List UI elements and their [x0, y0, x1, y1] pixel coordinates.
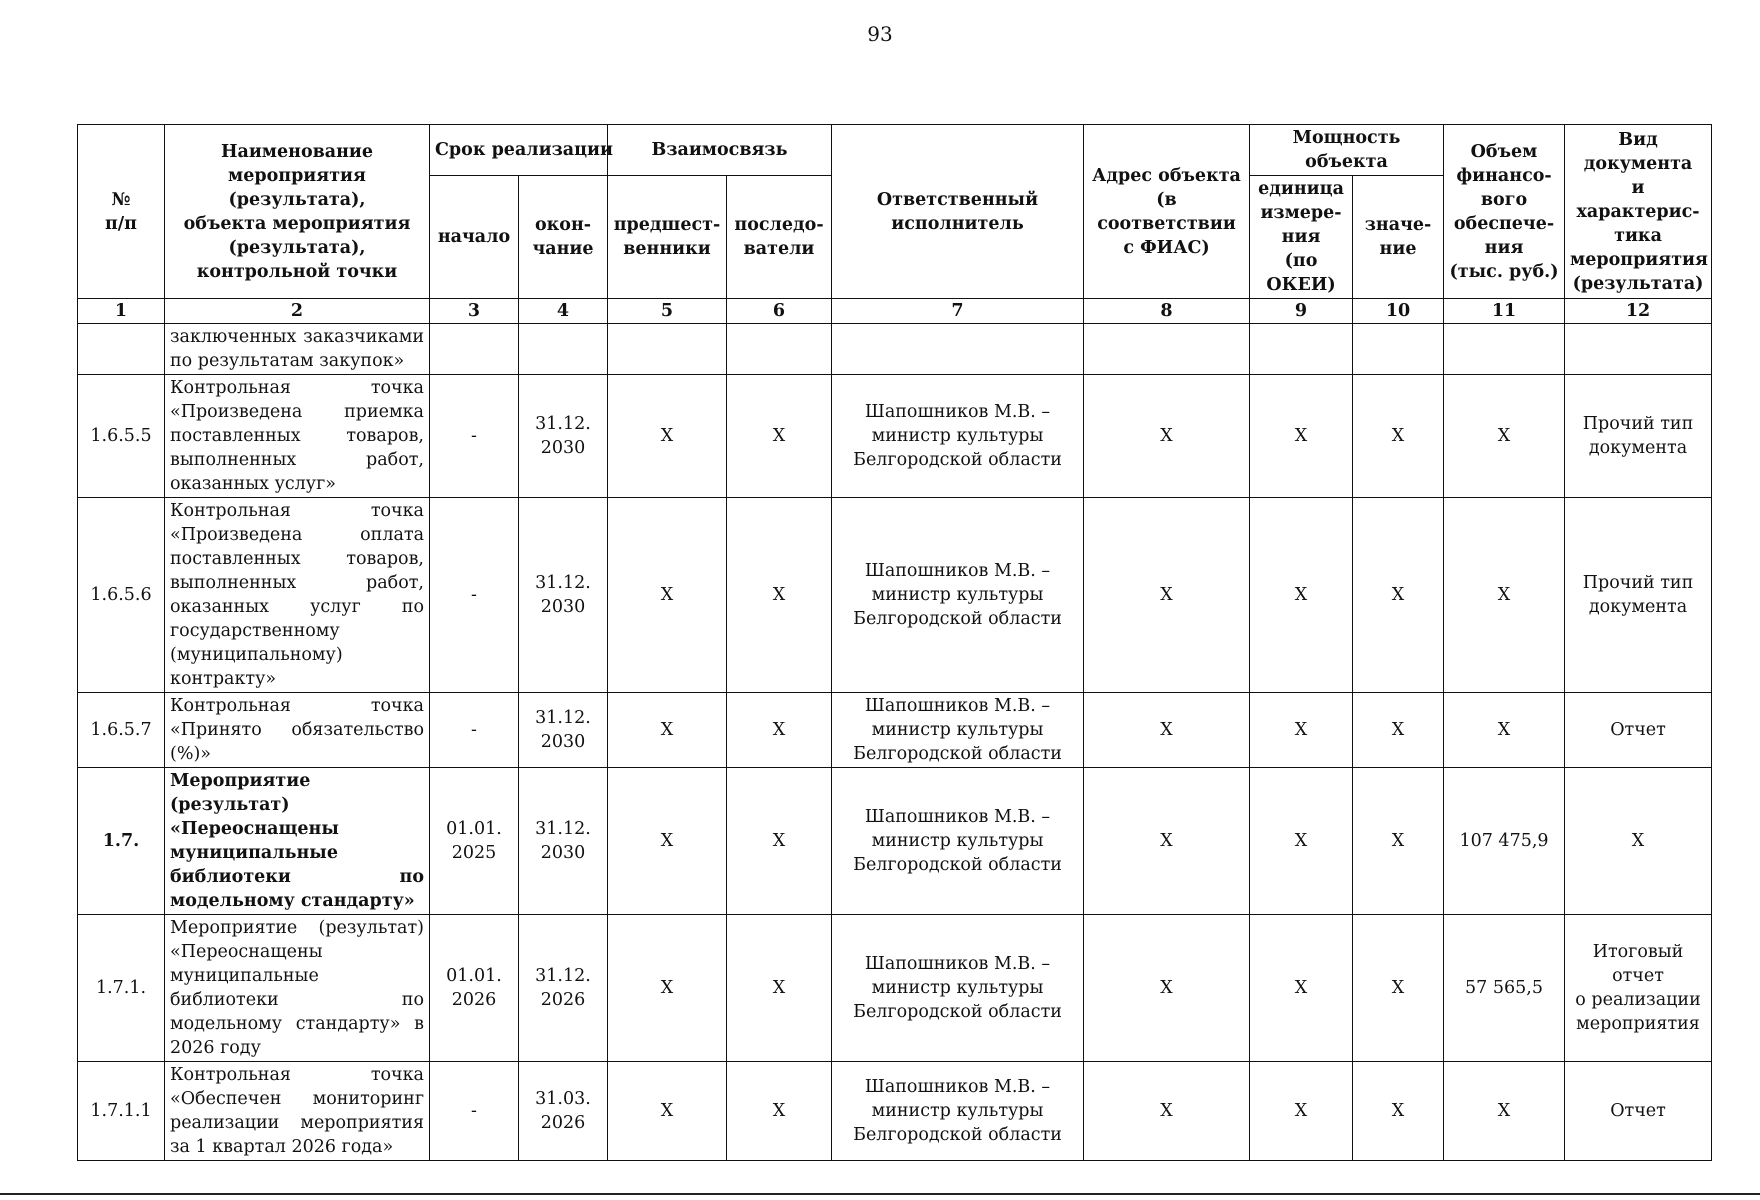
column-number: 12	[1565, 299, 1712, 324]
row-start-date: 01.01. 2026	[430, 915, 519, 1062]
row-address: X	[1084, 498, 1250, 693]
row-name: Мероприятие (результат) «Переоснащены муниципальные библиотеки по модельному стандарту» в 2026 году	[165, 915, 430, 1062]
row-successors: X	[727, 768, 832, 915]
row-end-date: 31.12. 2030	[519, 768, 608, 915]
column-number: 11	[1444, 299, 1565, 324]
row-unit: X	[1250, 915, 1353, 1062]
row-start-date	[430, 324, 519, 375]
header-term: Срок реализации	[430, 125, 608, 176]
row-number: 1.7.1.1	[78, 1062, 165, 1161]
table-row	[78, 693, 1712, 768]
row-predecessors	[608, 324, 727, 375]
column-number: 3	[430, 299, 519, 324]
header-address: Адрес объекта (в соответствии с ФИАС)	[1084, 125, 1250, 299]
row-value: X	[1353, 915, 1444, 1062]
column-number: 9	[1250, 299, 1353, 324]
row-unit	[1250, 324, 1353, 375]
row-number: 1.6.5.5	[78, 375, 165, 498]
column-number: 7	[832, 299, 1084, 324]
column-numbers-row	[78, 299, 1712, 324]
header-end: окон- чание	[519, 176, 608, 299]
row-unit: X	[1250, 375, 1353, 498]
row-successors: X	[727, 1062, 832, 1161]
row-end-date	[519, 324, 608, 375]
row-successors	[727, 324, 832, 375]
row-address: X	[1084, 375, 1250, 498]
row-responsible	[832, 324, 1084, 375]
row-end-date: 31.12. 2026	[519, 915, 608, 1062]
row-unit: X	[1250, 1062, 1353, 1161]
column-number: 10	[1353, 299, 1444, 324]
row-predecessors: X	[608, 1062, 727, 1161]
row-unit: X	[1250, 498, 1353, 693]
row-financing	[1444, 324, 1565, 375]
row-unit: X	[1250, 768, 1353, 915]
row-successors: X	[727, 915, 832, 1062]
row-financing: 57 565,5	[1444, 915, 1565, 1062]
row-end-date: 31.12. 2030	[519, 693, 608, 768]
column-number: 5	[608, 299, 727, 324]
table-row	[78, 1062, 1712, 1161]
header-name: Наименование мероприятия (результата), объекта мероприятия (результата), контрольной точки	[165, 125, 430, 299]
table-row	[78, 915, 1712, 1062]
row-start-date: -	[430, 693, 519, 768]
row-number: 1.7.	[78, 768, 165, 915]
row-value: X	[1353, 375, 1444, 498]
header-value: значе- ние	[1353, 176, 1444, 299]
row-name: Контрольная точка «Принято обязательство (%)»	[165, 693, 430, 768]
row-document-type: Прочий тип документа	[1565, 375, 1712, 498]
header-responsible: Ответственный исполнитель	[832, 125, 1084, 299]
row-financing: X	[1444, 375, 1565, 498]
header-successors: последо- ватели	[727, 176, 832, 299]
page-number: 93	[867, 22, 893, 46]
row-financing: X	[1444, 1062, 1565, 1161]
header-capacity: Мощность объекта	[1250, 125, 1444, 176]
row-document-type	[1565, 324, 1712, 375]
row-end-date: 31.12. 2030	[519, 498, 608, 693]
row-responsible: Шапошников М.В. – министр культуры Белгородской области	[832, 693, 1084, 768]
row-document-type: Прочий тип документа	[1565, 498, 1712, 693]
row-financing: X	[1444, 498, 1565, 693]
measures-table	[77, 124, 1712, 1161]
row-financing: X	[1444, 693, 1565, 768]
header-link: Взаимосвязь	[608, 125, 832, 176]
row-predecessors: X	[608, 375, 727, 498]
row-start-date: -	[430, 498, 519, 693]
row-predecessors: X	[608, 693, 727, 768]
row-predecessors: X	[608, 915, 727, 1062]
table-row	[78, 768, 1712, 915]
header-predecessors: предшест- венники	[608, 176, 727, 299]
row-responsible: Шапошников М.В. – министр культуры Белгородской области	[832, 768, 1084, 915]
row-value: X	[1353, 498, 1444, 693]
header-financing: Объем финансо- вого обеспече- ния (тыс. руб.)	[1444, 125, 1565, 299]
row-address: X	[1084, 768, 1250, 915]
column-number: 2	[165, 299, 430, 324]
column-number: 8	[1084, 299, 1250, 324]
row-number: 1.6.5.6	[78, 498, 165, 693]
row-address	[1084, 324, 1250, 375]
row-name: Контрольная точка «Обеспечен мониторинг реализации мероприятия за 1 квартал 2026 года»	[165, 1062, 430, 1161]
header-no: № п/п	[78, 125, 165, 299]
header-document: Вид документа и характерис- тика мероприятия (результата)	[1565, 125, 1712, 299]
row-value: X	[1353, 1062, 1444, 1161]
row-responsible: Шапошников М.В. – министр культуры Белгородской области	[832, 375, 1084, 498]
row-responsible: Шапошников М.В. – министр культуры Белгородской области	[832, 1062, 1084, 1161]
row-end-date: 31.12. 2030	[519, 375, 608, 498]
row-predecessors: X	[608, 768, 727, 915]
row-value	[1353, 324, 1444, 375]
row-responsible: Шапошников М.В. – министр культуры Белгородской области	[832, 498, 1084, 693]
row-name: Контрольная точка «Произведена приемка поставленных товаров, выполненных работ, оказанных услуг»	[165, 375, 430, 498]
row-responsible: Шапошников М.В. – министр культуры Белгородской области	[832, 915, 1084, 1062]
row-value: X	[1353, 768, 1444, 915]
row-successors: X	[727, 498, 832, 693]
row-address: X	[1084, 1062, 1250, 1161]
row-successors: X	[727, 693, 832, 768]
row-end-date: 31.03. 2026	[519, 1062, 608, 1161]
table-row	[78, 324, 1712, 375]
row-address: X	[1084, 693, 1250, 768]
row-document-type: Итоговый отчет о реализации мероприятия	[1565, 915, 1712, 1062]
header-unit: единица измере- ния (по ОКЕИ)	[1250, 176, 1353, 299]
column-number: 6	[727, 299, 832, 324]
table-body	[78, 324, 1712, 1161]
row-document-type: Отчет	[1565, 693, 1712, 768]
header-start: начало	[430, 176, 519, 299]
row-start-date: -	[430, 375, 519, 498]
column-number: 1	[78, 299, 165, 324]
row-start-date: -	[430, 1062, 519, 1161]
row-document-type: X	[1565, 768, 1712, 915]
row-unit: X	[1250, 693, 1353, 768]
row-name: заключенных заказчиками по результатам закупок»	[165, 324, 430, 375]
row-start-date: 01.01. 2025	[430, 768, 519, 915]
row-name: Контрольная точка «Произведена оплата поставленных товаров, выполненных работ, оказанных услуг по государственному (муниципальному) контракту»	[165, 498, 430, 693]
row-number	[78, 324, 165, 375]
row-number: 1.7.1.	[78, 915, 165, 1062]
row-address: X	[1084, 915, 1250, 1062]
row-financing: 107 475,9	[1444, 768, 1565, 915]
page-bottom-rule	[0, 1193, 1760, 1195]
table-row	[78, 375, 1712, 498]
row-document-type: Отчет	[1565, 1062, 1712, 1161]
column-number: 4	[519, 299, 608, 324]
row-successors: X	[727, 375, 832, 498]
row-number: 1.6.5.7	[78, 693, 165, 768]
row-predecessors: X	[608, 498, 727, 693]
table-row	[78, 498, 1712, 693]
row-value: X	[1353, 693, 1444, 768]
row-name: Мероприятие (результат) «Переоснащены муниципальные библиотеки по модельному стандарту»	[165, 768, 430, 915]
